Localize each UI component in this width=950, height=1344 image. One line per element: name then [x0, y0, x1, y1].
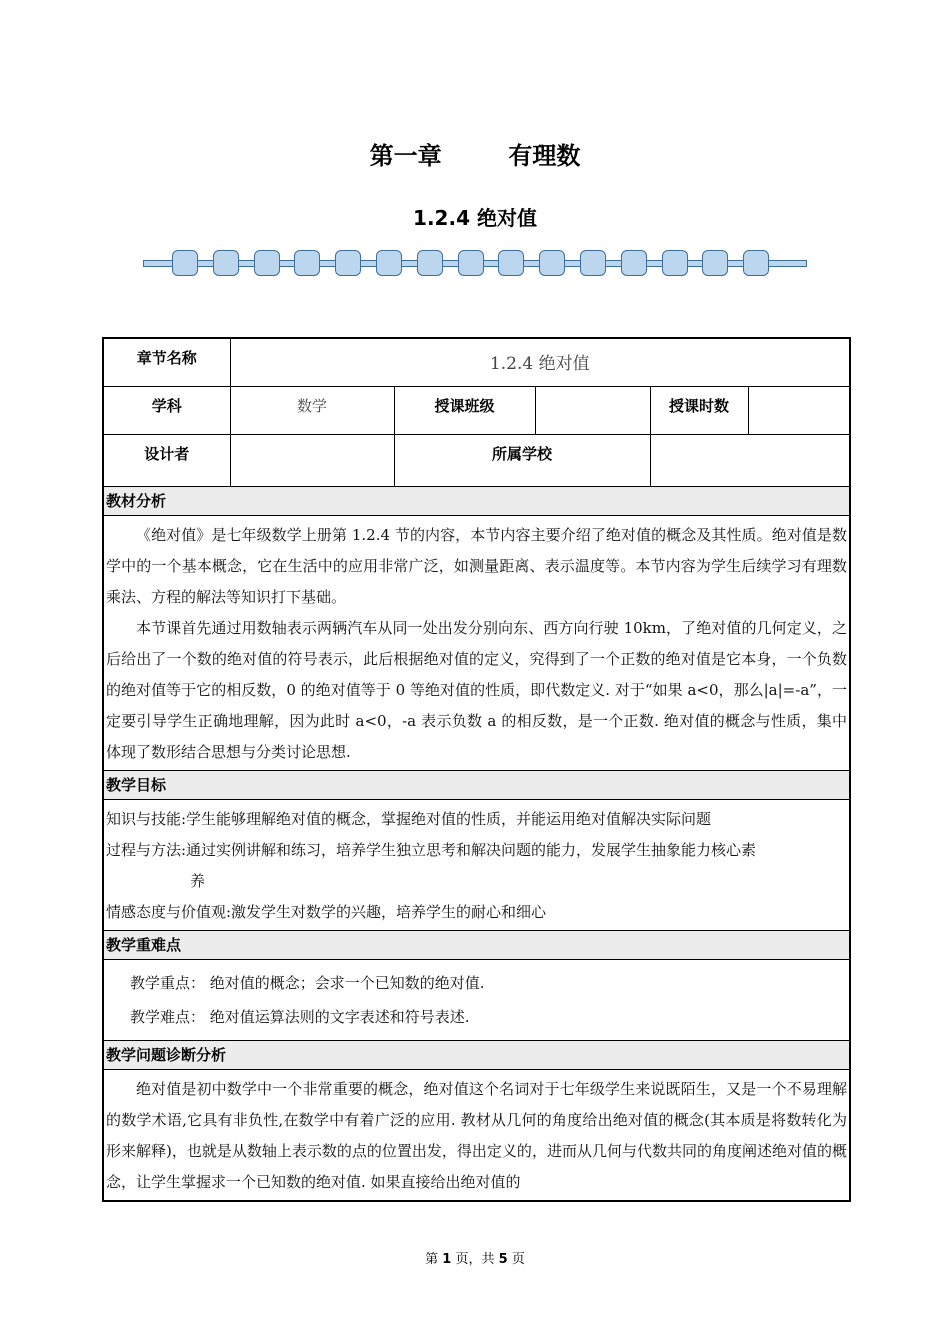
- designer-value: [230, 434, 394, 486]
- footer-current-page: 1: [442, 1252, 452, 1267]
- row-material-body: [103, 515, 850, 770]
- subject-value: 数学: [230, 386, 394, 434]
- chain-link: [580, 250, 606, 276]
- designer-label: 设计者: [103, 434, 230, 486]
- chain-link: [376, 250, 402, 276]
- goal-emotion: 情感态度与价值观:激发学生对数学的兴趣，培养学生的耐心和细心: [106, 902, 547, 921]
- row-material-head: [103, 486, 850, 515]
- decorative-chain-divider: [143, 250, 807, 278]
- material-body: [103, 515, 850, 770]
- chain-link: [335, 250, 361, 276]
- chain-link: [743, 250, 769, 276]
- row-subject: [103, 386, 850, 434]
- chapter-name-value: 1.2.4 绝对值: [230, 338, 850, 386]
- chain-link: [254, 250, 280, 276]
- footer-mid: 页，共: [455, 1252, 495, 1267]
- diagnosis-body: [103, 1069, 850, 1201]
- chain-link: [294, 250, 320, 276]
- class-label: 授课班级: [394, 386, 535, 434]
- chain-link: [539, 250, 565, 276]
- footer-total-pages: 5: [498, 1252, 508, 1267]
- row-goals-body: [103, 799, 850, 930]
- chain-link: [702, 250, 728, 276]
- chain-link: [621, 250, 647, 276]
- row-goals-head: [103, 770, 850, 799]
- chain-link: [458, 250, 484, 276]
- material-paragraph-1: 《绝对值》是七年级数学上册第 1.2.4 节的内容，本节内容主要介绍了绝对值的概念及其性质。绝对值是数学中的一个基本概念，它在生活中的应用非常广泛，如测量距离、表示温度等。本节内容为学生后续学习有理数乘法、方程的解法等知识打下基础。: [106, 525, 847, 606]
- goal-process-continued: 养: [190, 871, 206, 890]
- section-title: 1.2.4 绝对值: [413, 206, 537, 230]
- keypoints-heading: 教学重难点: [103, 930, 850, 959]
- row-chapter-name: [103, 338, 850, 386]
- footer-suffix: 页: [511, 1252, 525, 1267]
- chapter-name-label: 章节名称: [103, 338, 230, 386]
- page-footer: [0, 1248, 950, 1267]
- hours-value: [748, 386, 850, 434]
- diagnosis-heading: 教学问题诊断分析: [103, 1040, 850, 1069]
- goal-knowledge: 知识与技能:学生能够理解绝对值的概念，掌握绝对值的性质，并能运用绝对值解决实际问题: [106, 809, 712, 828]
- chain-link: [662, 250, 688, 276]
- subject-label: 学科: [103, 386, 230, 434]
- chain-link: [498, 250, 524, 276]
- chapter-name: 有理数: [508, 142, 581, 170]
- hours-label: 授课时数: [650, 386, 748, 434]
- chapter-number: 第一章: [369, 142, 442, 170]
- row-designer: [103, 434, 850, 486]
- class-value: [535, 386, 650, 434]
- chain-link: [417, 250, 443, 276]
- goals-body: [103, 799, 850, 930]
- chain-link: [213, 250, 239, 276]
- footer-prefix: 第: [425, 1252, 439, 1267]
- school-label: 所属学校: [394, 434, 650, 486]
- row-diagnosis-head: [103, 1040, 850, 1069]
- row-keypoints-head: [103, 930, 850, 959]
- lesson-plan-table: [102, 337, 851, 1202]
- material-paragraph-2: 本节课首先通过用数轴表示两辆汽车从同一处出发分别向东、西方向行驶 10km，了绝对值的几何定义，之后给出了一个数的绝对值的符号表示，此后根据绝对值的定义，究得到了一个正数的绝对值是它本身，一个负数的绝对值等于它的相反数，0 的绝对值等于 0 等绝对值的性质，即代数定义. 对于“如果 a<0，那么|a|=-a”，一定要引导学生正确地理解，因为此时 a<0，-a 表示负数 a 的相反数，是一个正数. 绝对值的概念与性质，集中体现了数形结合思想与分类讨论思想.: [106, 618, 847, 761]
- diagnosis-paragraph: 绝对值是初中数学中一个非常重要的概念，绝对值这个名词对于七年级学生来说既陌生，又是一个不易理解的数学术语,它具有非负性,在数学中有着广泛的应用. 教材从几何的角度给出绝对值的概念(其本质是将数转化为形来解释)，也就是从数轴上表示数的点的位置出发，得出定义的，进而从几何与代数共同的角度阐述绝对值的概念，让学生掌握求一个已知数的绝对值. 如果直接给出绝对值的: [106, 1079, 847, 1191]
- goal-process: 过程与方法:通过实例讲解和练习，培养学生独立思考和解决问题的能力，发展学生抽象能力核心素: [106, 840, 757, 859]
- school-value: [650, 434, 850, 486]
- row-diagnosis-body: [103, 1069, 850, 1201]
- row-keypoints-body: [103, 959, 850, 1040]
- material-heading: 教材分析: [103, 486, 850, 515]
- goals-heading: 教学目标: [103, 770, 850, 799]
- chain-link: [172, 250, 198, 276]
- teaching-difficulty: 教学难点： 绝对值运算法则的文字表述和符号表述.: [130, 1007, 470, 1026]
- keypoints-body: [103, 959, 850, 1040]
- teaching-focus: 教学重点： 绝对值的概念；会求一个已知数的绝对值.: [130, 973, 485, 992]
- chapter-title: [0, 136, 950, 171]
